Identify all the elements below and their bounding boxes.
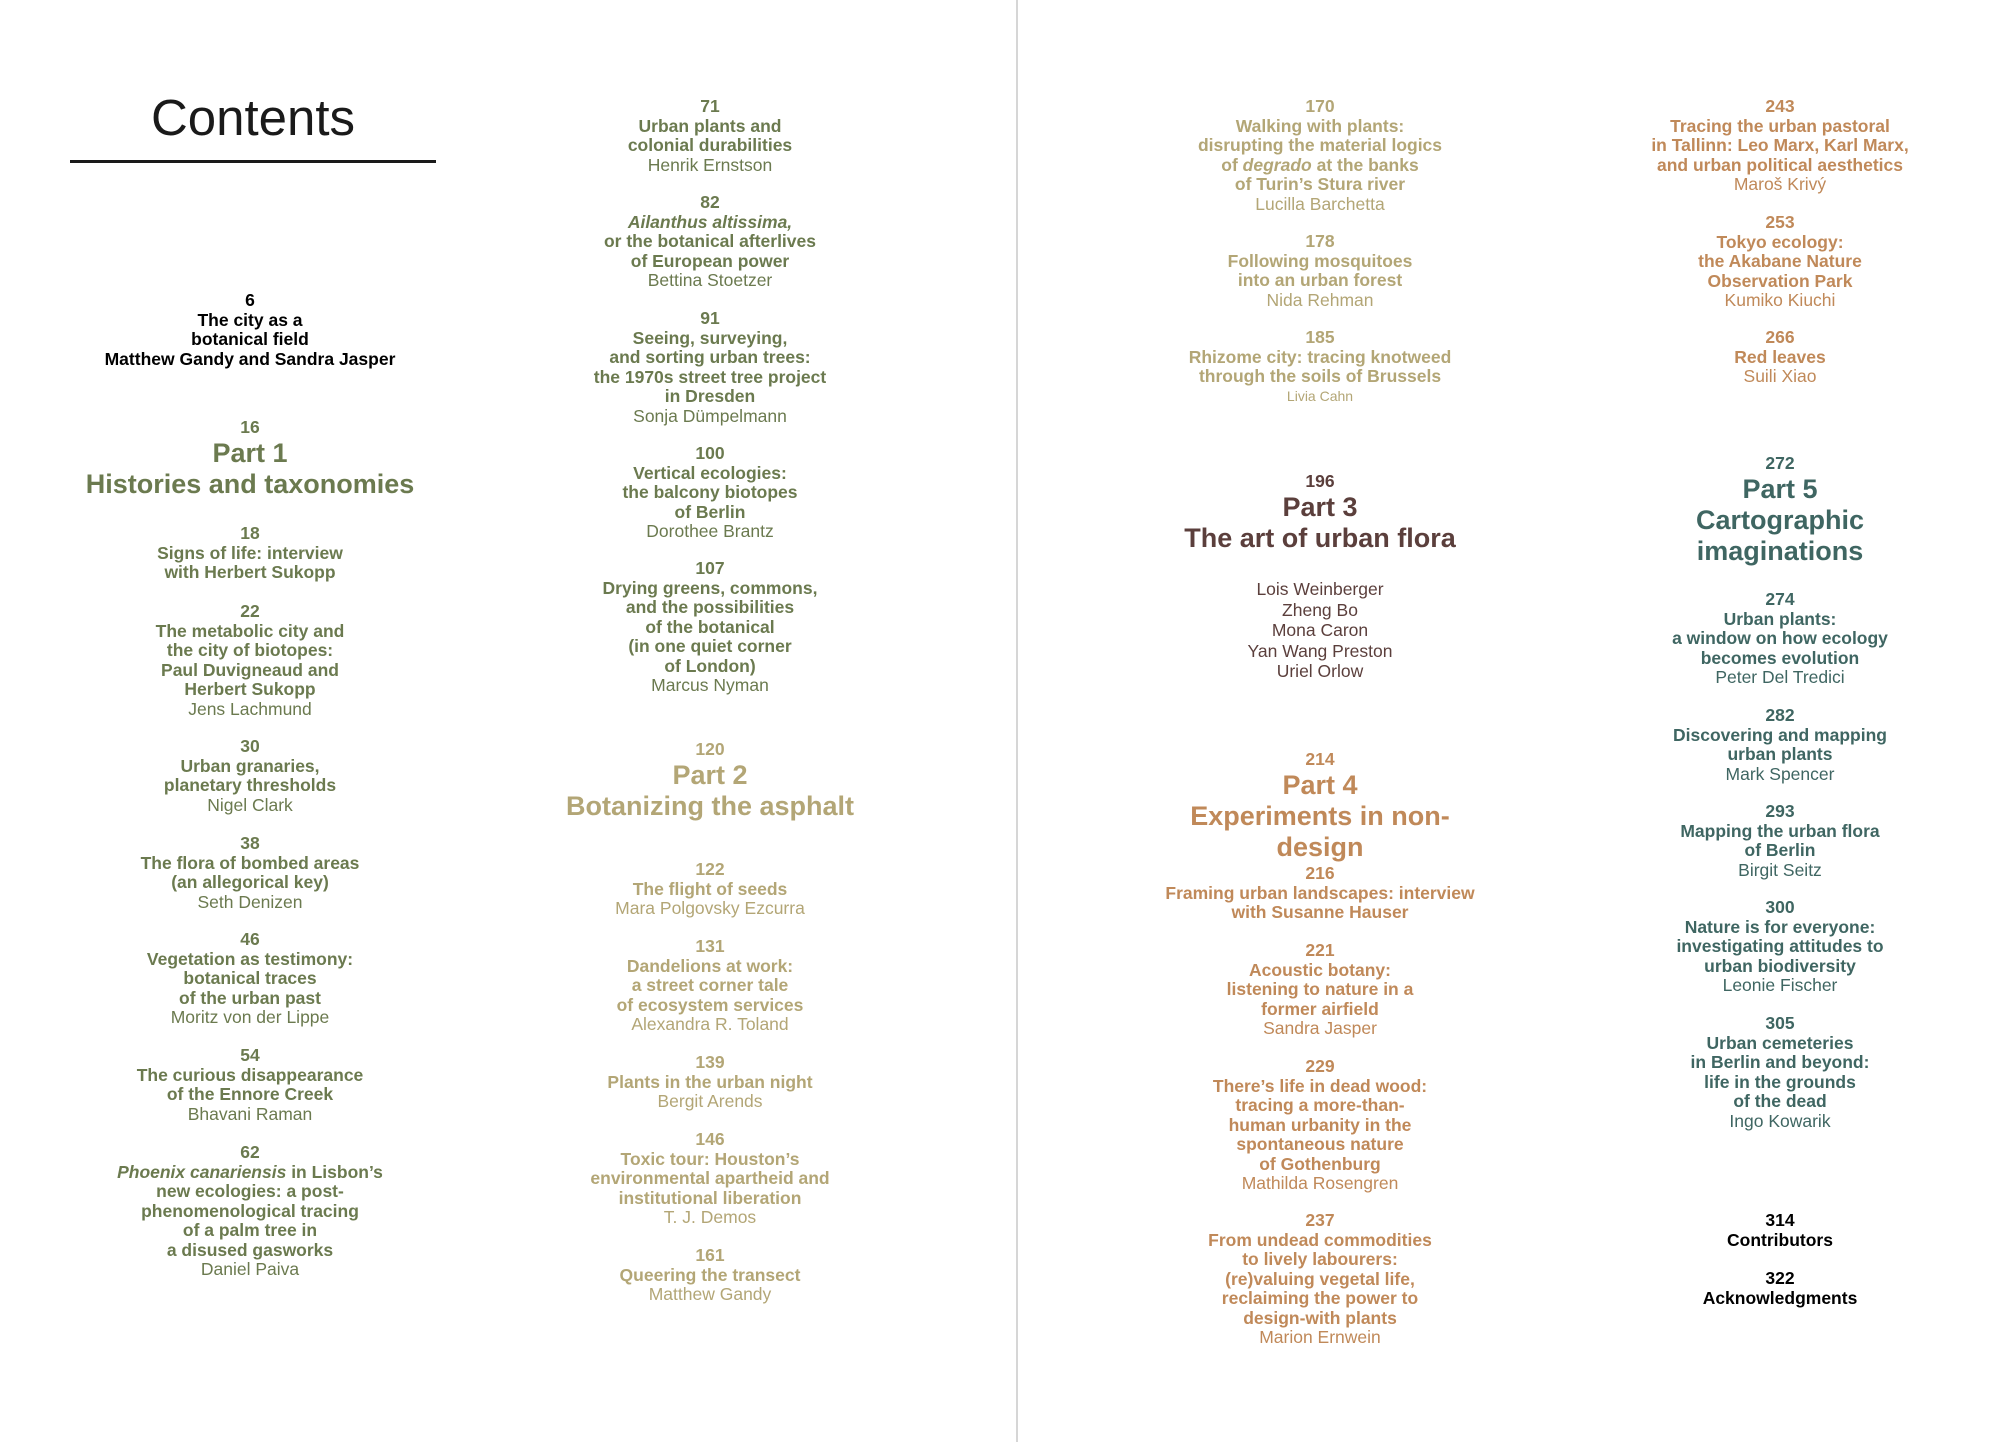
entry-title-line: the 1970s street tree project — [593, 366, 827, 387]
entry-page-number: 314 — [1765, 1210, 1795, 1230]
entry-page-number: 237 — [1305, 1210, 1335, 1230]
entry-title-line: The curious disappearance — [136, 1064, 364, 1085]
entry-title-line: Toxic tour: Houston’s — [620, 1148, 800, 1169]
part-4-heading — [1160, 748, 1480, 863]
toc-entry — [560, 559, 860, 696]
artist-name: Lois Weinberger — [1256, 579, 1384, 599]
entry-page-number: 54 — [240, 1045, 260, 1065]
artist-name: Yan Wang Preston — [1247, 640, 1393, 661]
toc-entry — [1160, 864, 1480, 923]
toc-entry — [60, 737, 440, 815]
toc-entry — [1610, 898, 1950, 996]
entry-author: Dorothee Brantz — [646, 521, 774, 541]
entry-page-number: 216 — [1305, 863, 1335, 883]
toc-entry — [1610, 328, 1950, 387]
entry-title-line: Observation Park — [1707, 270, 1853, 291]
entry-title-line: Drying greens, commons, — [602, 577, 818, 598]
entry-title-line: of Berlin — [1744, 840, 1816, 860]
toc-entry — [60, 1143, 440, 1280]
entry-title-line: of ecosystem services — [616, 994, 804, 1015]
entry-title-line: The flora of bombed areas — [140, 852, 360, 873]
entry-title-line: of the botanical — [645, 616, 775, 637]
entry-title-line: Tokyo ecology: — [1716, 231, 1844, 252]
toc-entry — [560, 309, 860, 426]
toc-entry — [560, 193, 860, 291]
entry-title-line: or the botanical afterlives — [603, 231, 816, 251]
entry-title-rest: in Lisbon’s — [286, 1161, 383, 1182]
entry-title-line: of Turin’s Stura river — [1234, 174, 1406, 194]
entry-title-line: life in the grounds — [1704, 1071, 1856, 1092]
entry-page-number: 38 — [240, 833, 260, 853]
part-1-heading — [60, 416, 440, 500]
entry-author: Mathilda Rosengren — [1241, 1173, 1399, 1193]
artist-list — [1160, 579, 1480, 682]
heading-underline — [70, 160, 436, 163]
part-title: Cartographic imaginations — [1695, 505, 1865, 566]
entry-author: Alexandra R. Toland — [631, 1014, 789, 1034]
artist-name: Mona Caron — [1271, 620, 1369, 640]
entry-title-line: in Tallinn: Leo Marx, Karl Marx, — [1651, 135, 1909, 155]
entry-page-number: 46 — [240, 929, 260, 949]
entry-title-line: urban biodiversity — [1704, 955, 1856, 976]
entry-title-line: Walking with plants: — [1235, 115, 1405, 136]
entry-page-number: 71 — [700, 96, 720, 116]
entry-title-line: From undead commodities — [1208, 1229, 1432, 1250]
part-title: The art of urban flora — [1184, 523, 1456, 553]
entry-author: Bhavani Raman — [187, 1103, 313, 1124]
toc-entry — [560, 1130, 860, 1228]
part-label: Part 5 — [1742, 474, 1818, 504]
entry-title-line: and the possibilities — [625, 597, 795, 617]
entry-author: Bettina Stoetzer — [647, 270, 773, 290]
entry-author: Nigel Clark — [207, 794, 293, 815]
entry-page-number: 131 — [695, 936, 725, 956]
part-2-heading — [560, 738, 860, 822]
entry-author: Marion Ernwein — [1259, 1327, 1381, 1347]
entry-page-number: 322 — [1765, 1268, 1795, 1288]
entry-author: Nida Rehman — [1266, 289, 1374, 310]
entry-author: Sandra Jasper — [1263, 1018, 1377, 1038]
entry-title-line: new ecologies: a post- — [156, 1181, 344, 1201]
entry-title-line: The city as a — [197, 309, 303, 330]
entry-author: Marcus Nyman — [651, 675, 769, 695]
toc-entry — [1160, 328, 1480, 406]
entry-title-line: There’s life in dead wood: — [1212, 1075, 1428, 1096]
entry-page-number: 107 — [695, 558, 725, 578]
entry-title-line: and sorting urban trees: — [609, 347, 811, 367]
entry-title-line — [60, 1163, 440, 1183]
entry-author: Matthew Gandy and Sandra Jasper — [104, 348, 396, 369]
entry-title-line: Framing urban landscapes: interview — [1165, 882, 1475, 903]
part-page-number: 196 — [1305, 471, 1335, 491]
entry-title-line: Rhizome city: tracing knotweed — [1188, 346, 1452, 367]
entry-title-line: Urban plants and — [638, 115, 782, 136]
artist-name: Zheng Bo — [1282, 599, 1358, 620]
entry-title-line: a disused gasworks — [166, 1239, 334, 1260]
entry-page-number: 6 — [245, 290, 255, 310]
entry-title-line: phenomenological tracing — [141, 1200, 359, 1221]
part-label: Part 2 — [672, 760, 748, 790]
entry-title-line: and urban political aesthetics — [1656, 154, 1904, 175]
entry-title-line: Red leaves — [1734, 346, 1826, 367]
entry-title-line: into an urban forest — [1237, 270, 1403, 290]
entry-title-line: Urban granaries, — [180, 755, 320, 776]
entry-title-line: former airfield — [1261, 998, 1379, 1019]
backmatter-entry-acknowledgments — [1610, 1269, 1950, 1308]
entry-title-line: of European power — [630, 250, 790, 271]
toc-entry — [1610, 802, 1950, 880]
toc-entry — [1160, 1057, 1480, 1194]
entry-title-line: Vegetation as testimony: — [146, 948, 354, 969]
entry-title-line: the balcony biotopes — [622, 482, 798, 502]
entry-author: Mark Spencer — [1725, 763, 1835, 784]
entry-page-number: 243 — [1765, 96, 1795, 116]
entry-author: Suili Xiao — [1743, 366, 1817, 386]
entry-author: Daniel Paiva — [200, 1259, 300, 1279]
entry-title-line: (in one quiet corner — [628, 636, 792, 656]
toc-entry — [560, 1053, 860, 1112]
entry-page-number: 170 — [1305, 96, 1335, 116]
entry-title-line: disrupting the material logics — [1197, 135, 1443, 155]
entry-page-number: 300 — [1765, 897, 1795, 917]
toc-entry — [1160, 941, 1480, 1039]
entry-author: Sonja Dümpelmann — [633, 405, 787, 426]
entry-author: Ingo Kowarik — [1729, 1110, 1831, 1131]
toc-entry — [60, 602, 440, 719]
entry-title-line: through the soils of Brussels — [1198, 366, 1442, 386]
entry-title-line: of Berlin — [674, 501, 746, 522]
part-label: Part 3 — [1282, 492, 1358, 522]
toc-entry — [60, 834, 440, 912]
entry-page-number: 161 — [695, 1245, 725, 1265]
entry-page-number: 282 — [1765, 705, 1795, 725]
entry-title-italic: degrado — [1242, 154, 1312, 175]
toc-entry — [560, 937, 860, 1035]
entry-title-line: Vertical ecologies: — [633, 462, 787, 483]
toc-entry — [1160, 232, 1480, 310]
entry-title-line: human urbanity in the — [1228, 1114, 1412, 1135]
entry-title-line: The metabolic city and — [155, 620, 345, 641]
part-title: Botanizing the asphalt — [565, 791, 854, 821]
entry-title-line: (an allegorical key) — [171, 872, 329, 892]
entry-title-line — [560, 213, 860, 233]
entry-title-line: listening to nature in a — [1226, 979, 1414, 999]
entry-title-line: the city of biotopes: — [166, 640, 334, 660]
entry-page-number: 221 — [1305, 940, 1335, 960]
part-page-number: 272 — [1765, 453, 1795, 473]
entry-title-line: urban plants — [1727, 744, 1833, 764]
entry-title-line: becomes evolution — [1700, 647, 1860, 668]
entry-title-line: in Dresden — [664, 386, 756, 406]
entry-title-line: Signs of life: interview — [157, 542, 343, 563]
entry-title-line: tracing a more-than- — [1235, 1095, 1405, 1115]
artist-name: Uriel Orlow — [1276, 661, 1364, 681]
entry-title-line: botanical field — [191, 329, 309, 349]
entry-title-line: of the urban past — [179, 987, 321, 1008]
toc-entry — [1610, 706, 1950, 784]
entry-title-line: Mapping the urban flora — [1680, 820, 1880, 841]
toc-entry — [1610, 213, 1950, 311]
entry-author: Leonie Fischer — [1722, 975, 1838, 995]
entry-title-line: design-with plants — [1243, 1307, 1397, 1328]
entry-page-number: 62 — [240, 1142, 260, 1162]
entry-author: Seth Denizen — [197, 891, 303, 912]
entry-title-line: Plants in the urban night — [607, 1071, 813, 1092]
contents-heading: Contents — [150, 89, 356, 146]
entry-author: Birgit Seitz — [1738, 859, 1822, 880]
entry-title-line: colonial durabilities — [627, 135, 793, 155]
entry-title-line: spontaneous nature — [1236, 1134, 1404, 1154]
entry-title-line: Paul Duvigneaud and — [161, 659, 339, 680]
entry-title-line: Herbert Sukopp — [184, 679, 316, 699]
toc-entry — [1160, 97, 1480, 214]
entry-title-line: Seeing, surveying, — [632, 327, 788, 348]
entry-title-line: Following mosquitoes — [1227, 250, 1413, 271]
entry-title-italic: Phoenix canariensis — [117, 1161, 287, 1182]
toc-entry — [60, 524, 440, 583]
entry-page-number: 22 — [240, 601, 260, 621]
entry-title-line: investigating attitudes to — [1676, 936, 1884, 956]
entry-page-number: 229 — [1305, 1056, 1335, 1076]
toc-entry — [60, 930, 440, 1028]
entry-title-line: of London) — [664, 655, 756, 676]
entry-page-number: 30 — [240, 736, 260, 756]
entry-page-number: 185 — [1305, 327, 1335, 347]
entry-title-line: (re)valuing vegetal life, — [1225, 1268, 1415, 1289]
entry-title-line: with Susanne Hauser — [1231, 902, 1409, 922]
entry-title-line: Contributors — [1727, 1229, 1833, 1250]
entry-title-line: Queering the transect — [619, 1264, 801, 1285]
entry-title-line: of the dead — [1733, 1091, 1827, 1111]
toc-entry — [560, 860, 860, 919]
entry-title-line: The flight of seeds — [632, 878, 788, 899]
entry-title-line: of the Ennore Creek — [166, 1084, 334, 1104]
part-page-number: 120 — [695, 739, 725, 759]
entry-title-line: of Gothenburg — [1259, 1153, 1381, 1174]
entry-title-line: Acknowledgments — [1702, 1287, 1858, 1308]
entry-page-number: 18 — [240, 523, 260, 543]
entry-page-number: 139 — [695, 1052, 725, 1072]
entry-title-line: the Akabane Nature — [1698, 251, 1862, 271]
toc-entry — [1610, 590, 1950, 688]
entry-page-number: 82 — [700, 192, 720, 212]
entry-title-line: Urban plants: — [1723, 608, 1837, 629]
entry-page-number: 122 — [695, 859, 725, 879]
entry-title-line: institutional liberation — [618, 1187, 802, 1208]
page-spine-divider — [1016, 0, 1018, 1442]
entry-title-line: environmental apartheid and — [590, 1168, 830, 1188]
entry-page-number: 178 — [1305, 231, 1335, 251]
intro-entry — [60, 291, 440, 369]
entry-author: Peter Del Tredici — [1715, 667, 1845, 687]
entry-author: Mara Polgovsky Ezcurra — [615, 898, 805, 918]
entry-title-line: reclaiming the power to — [1221, 1288, 1419, 1308]
part-5-heading — [1610, 452, 1950, 567]
entry-title-line: with Herbert Sukopp — [164, 562, 336, 582]
entry-author: T. J. Demos — [663, 1207, 757, 1227]
entry-page-number: 100 — [695, 443, 725, 463]
toc-entry — [1610, 1014, 1950, 1131]
entry-page-number: 293 — [1765, 801, 1795, 821]
entry-title-line: of a palm tree in — [182, 1220, 318, 1240]
entry-title-line: a street corner tale — [631, 975, 789, 995]
entry-page-number: 305 — [1765, 1013, 1795, 1033]
entry-title-line: botanical traces — [183, 968, 317, 988]
entry-author: Matthew Gandy — [648, 1284, 772, 1304]
toc-entry — [1160, 1211, 1480, 1348]
toc-entry — [560, 1246, 860, 1305]
entry-title-italic: Ailanthus altissima, — [627, 211, 793, 232]
entry-author: Moritz von der Lippe — [170, 1007, 330, 1027]
toc-entry — [60, 1046, 440, 1124]
entry-author: Jens Lachmund — [188, 698, 312, 719]
entry-title-line — [1160, 156, 1480, 176]
entry-page-number: 266 — [1765, 327, 1795, 347]
part-label: Part 1 — [212, 438, 288, 468]
part-title: Experiments in non-design — [1190, 801, 1450, 862]
entry-author: Kumiko Kiuchi — [1724, 290, 1836, 310]
entry-author: Bergit Arends — [657, 1091, 763, 1111]
entry-title-line: Discovering and mapping — [1673, 724, 1887, 745]
part-3-heading — [1160, 470, 1480, 554]
entry-title-line: a window on how ecology — [1672, 628, 1888, 648]
part-page-number: 214 — [1305, 749, 1335, 769]
entry-title-line: Tracing the urban pastoral — [1670, 115, 1890, 136]
toc-entry — [1610, 97, 1950, 195]
entry-title-line: Acoustic botany: — [1249, 959, 1391, 980]
entry-title-part: at the banks — [1311, 154, 1419, 175]
entry-title-line: planetary thresholds — [163, 775, 337, 795]
entry-title-line: in Berlin and beyond: — [1690, 1052, 1870, 1072]
entry-title-line: Urban cemeteries — [1706, 1032, 1854, 1053]
entry-title-line: Nature is for everyone: — [1684, 916, 1876, 937]
entry-author: Lucilla Barchetta — [1255, 193, 1385, 214]
entry-page-number: 146 — [695, 1129, 725, 1149]
entry-title-part: of — [1221, 154, 1243, 175]
entry-author: Maroš Krivý — [1733, 174, 1827, 194]
entry-author: Livia Cahn — [1286, 387, 1354, 404]
entry-title-line: Dandelions at work: — [626, 955, 794, 976]
part-label: Part 4 — [1282, 770, 1358, 800]
entry-page-number: 274 — [1765, 589, 1795, 609]
entry-title-line: to lively labourers: — [1242, 1249, 1398, 1269]
entry-author: Henrik Ernstson — [647, 154, 773, 175]
backmatter-entry-contributors — [1610, 1211, 1950, 1250]
entry-page-number: 91 — [700, 308, 720, 328]
part-title: Histories and taxonomies — [85, 469, 415, 499]
toc-entry — [560, 97, 860, 175]
part-page-number: 16 — [240, 417, 260, 437]
toc-entry — [560, 444, 860, 542]
entry-page-number: 253 — [1765, 212, 1795, 232]
